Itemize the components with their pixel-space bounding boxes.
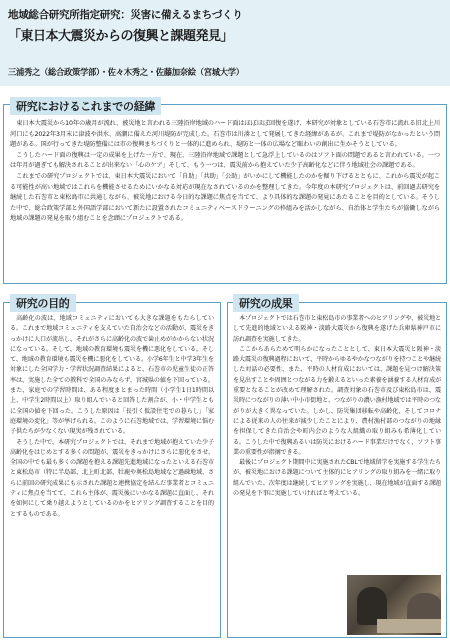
section-heading-background: 研究におけるこれまでの経緯 bbox=[10, 97, 161, 115]
section-heading-purpose: 研究の目的 bbox=[10, 294, 76, 312]
authors: 三浦秀之（総合政策学部）・佐々木秀之・佐藤加奈絵（宮城大学） bbox=[8, 67, 244, 77]
paragraph: 高齢化の波は、地域コミュニティにおいても大きな課題をもたらしている。これまで地域コミュニティを支えていた自治会などの活動が、震災をきっかけに人口が流出し、それがさらに高齢化の波で歯止めがかからない状況になっている。そして、地域の教育環境も震災を機に悪化をしている。そして、地域の教育環境も震災を機に悪化をしている。小学6年生と中学3年生を対象にした全国学力・学習状況調査結果によると、石巻市の児童生徒の正答率は、実施した全ての教科で全国のみならず、宮城県の値を下回っている。また、家庭での学習時間は、ある程度まとまった時間（小学生1日1時間以上、中学生2時間以上）取り組んでいると回答した割合が、小・中学生ともに全国の値を下回った。こうした原因は「長引く仮設住宅での暮らし」「家庭環境の変化」等が挙げられる。このように石巻地域では、学習環境に悩む子供たちが少なくない現実が残されている。 bbox=[10, 315, 214, 436]
paragraph: 東日本大震災から10年の歳月が流れ、被災地と言われる三陸沿岸地域のハード面はほぼほぼ回復を遂げ、本研究が対象としている石巻市に流れる旧北上川河口にも2022年3月末に津波や洪水、高潮に備えた河川堤防が完成した。石巻市は川湊として発展してきた経緯があるが、これまで堤防がなかったという問題がある。国が行ってきた堤防整備には市の復興まちづくりと一体的に進められ、堤防と一体の広場など賑わいの創出に生かそうとしている。 bbox=[10, 120, 440, 149]
interview-photo bbox=[347, 575, 441, 635]
paragraph: ここからあらためて明らかになったこととして、東日本大震災と阪神・淡路大震災の復興過程において、平時からゆるやかなつながりを持つことや継続した対話の必要性、また、平時の人材育成においては、課題を見つけ解決策を見出すことや周囲とつながる力を鍛えるといった素養を涵養する人材育成が重要となることが改めて理解された。調査対象の石巻市及び東松島市は、震災時につながりの薄い中小市街地と、つながりの濃い漁村地域では平時のつながりが大きく異なっていた。しかし、防災集団移転や高齢化、そしてコロナによる従来の人の往来が減少したことにより、農村漁村部のつながりの地縁を担保してきた自治会や町内会のような人組織の取り組みも希薄化している。こうした中で復興あるいは防災におけるハード事業だけでなく、ソフト事業の重要性が指摘できる。 bbox=[233, 345, 441, 456]
paragraph: これまでの研究プロジェクトでは、東日本大震災において「自助」「共助」「公助」がいかにして機能したのかを掘り下げるとともに、これから震災が起こる可能性が高い地域ではこれらを機能させるためにいかなる対応が現在なされているのかを整理してきた。今年度の本研究プロジェクトは、前回過去研究を継続した石巻市と東松島市に共通しながら、被災地における今日的な課題に焦点を当てて、より具体的な課題の発見にあたることを目的としている。そうした中で、総合政策学部と外国語学部において新たに設置されたコミュニティベースドラーニングの枠組みを活かしながら、自治体と学生たちが協働しながら地域の課題の発見を取り組むことを念頭にプロジェクトである。 bbox=[10, 172, 440, 223]
section-purpose-text bbox=[10, 314, 214, 520]
section-background-text bbox=[10, 119, 440, 225]
paragraph: こうしたハード面の復興は一定の成果を上げた一方で、現在、三陸沿岸地域で課題として急浮上しているのはソフト面の問題であると言われている。一つは年月が過ぎても解決されることが出来ない「心のケア」そして、もう一つは、震災前から抱えていた少子高齢化などに伴う地域社会の課題である。 bbox=[10, 151, 440, 170]
paragraph: 最後にプロジェクト期間中に実施されたCBLで地域留学を実施する学生たちが、被災地における課題について主体的にヒアリングの取り組みを一緒に取り組んでいた。次年度は継続してヒアリングを実施し、現在地域が直面する課題の発見を下事に実施していければと考えている。 bbox=[233, 459, 441, 498]
paragraph: 本プロジェクトでは石巻市と東松島市の事業者へのヒアリングや、被災地として先進的地域といえる阪神・淡路大震災から復興を遂げた兵庫県神戸市に訪れ調査を実施してきた。 bbox=[233, 315, 441, 343]
paragraph: そうした中で、本研究プロジェクトでは、それまで地域が抱えていた少子高齢化をはじめとする多くの問題が、震災をきっかけにさらに悪化をさせ、全国の中でも最も多くの課題を抱える課題先進地域になったといえる石巻市と東松島市（特に半島部、北上町北部、牡鹿や奥松島地域など過疎地域、さらに前回の研究成果にも示された課題と連携協定を結んだ事業者とコミュニティに焦点を当てて、これら主体が、震災後にいかなる課題に直面し、それを如何にして乗り越えようとしているのかをヒアリング調査することを目的とするものである。 bbox=[10, 438, 214, 518]
section-heading-results: 研究の成果 bbox=[233, 294, 299, 312]
project-title: 地域総合研究所指定研究：災害に備えるまちづくり bbox=[8, 9, 243, 21]
photo-table-shape bbox=[377, 619, 441, 633]
section-results-text bbox=[233, 314, 441, 499]
project-subtitle: 「東日本大震災からの復興と課題発見」 bbox=[8, 29, 234, 44]
header-band bbox=[0, 0, 450, 86]
